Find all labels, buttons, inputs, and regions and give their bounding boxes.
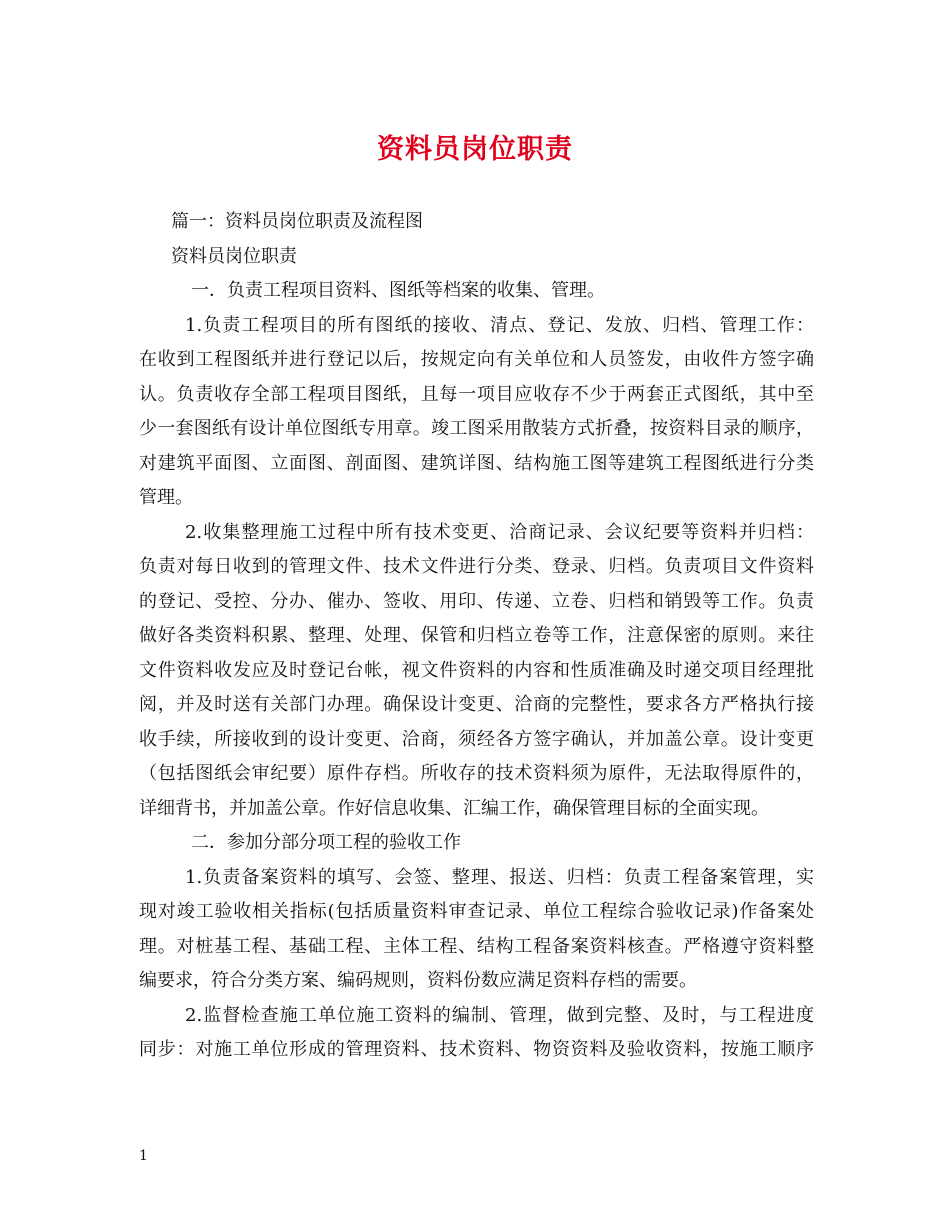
- paragraph-line: 2.监督检查施工单位施工资料的编制、管理，做到完整、及时，与工程进度: [185, 1004, 814, 1026]
- paragraph-line: （包括图纸会审纪要）原件存档。所收存的技术资料须为原件，无法取得原件的，: [139, 763, 814, 784]
- paragraph-line: 理。对桩基工程、基础工程、主体工程、结构工程备案资料核查。严格遵守资料整: [139, 935, 814, 957]
- paragraph-line: 的登记、受控、分办、催办、签收、用印、传递、立卷、归档和销毁等工作。负责: [139, 590, 814, 612]
- paragraph-line: 阅，并及时送有关部门办理。确保设计变更、洽商的完整性，要求各方严格执行接: [139, 694, 814, 715]
- section-heading: 资料员岗位职责: [171, 245, 297, 267]
- paragraph-line: 1.负责备案资料的填写、会签、整理、报送、归档：负责工程备案管理，实: [185, 866, 814, 888]
- paragraph-line: 认。负责收存全部工程项目图纸，且每一项目应收存不少于两套正式图纸，其中至: [139, 383, 814, 405]
- paragraph-line: 文件资料收发应及时登记台帐，视文件资料的内容和性质准确及时递交项目经理批: [139, 659, 814, 681]
- paragraph-line: 编要求，符合分类方案、编码规则，资料份数应满足资料存档的需要。: [139, 970, 697, 991]
- paragraph-line: 管理。: [139, 487, 193, 508]
- paragraph-line: 收手续，所接收到的设计变更、洽商，须经各方签字确认，并加盖公章。设计变更: [139, 728, 814, 750]
- page-number: 1: [139, 1148, 148, 1164]
- paragraph-line: 负责对每日收到的管理文件、技术文件进行分类、登录、归档。负责项目文件资料: [139, 556, 814, 577]
- document-body: [139, 205, 814, 1068]
- document-title: 资料员岗位职责: [377, 134, 573, 165]
- section-two-heading: 二．参加分部分项工程的验收工作: [191, 832, 461, 853]
- paragraph-line: 2.收集整理施工过程中所有技术变更、洽商记录、会议纪要等资料并归档：: [185, 521, 814, 543]
- paragraph-line: 做好各类资料积累、整理、处理、保管和归档立卷等工作，注意保密的原则。来往: [139, 625, 814, 646]
- paragraph-line: 少一套图纸有设计单位图纸专用章。竣工图采用散装方式折叠，按资料目录的顺序，: [139, 418, 814, 439]
- section-one-heading: 一．负责工程项目资料、图纸等档案的收集、管理。: [191, 280, 605, 301]
- chapter-heading: 篇一：资料员岗位职责及流程图: [171, 211, 423, 232]
- paragraph-line: 1.负责工程项目的所有图纸的接收、清点、登记、发放、归档、管理工作：: [185, 314, 814, 336]
- paragraph-line: 在收到工程图纸并进行登记以后，按规定向有关单位和人员签发，由收件方签字确: [139, 349, 814, 370]
- paragraph-line: 详细背书，并加盖公章。作好信息收集、汇编工作，确保管理目标的全面实现。: [139, 797, 769, 819]
- paragraph-line: 同步：对施工单位形成的管理资料、技术资料、物资资料及验收资料，按施工顺序: [139, 1039, 814, 1060]
- paragraph-line: 现对竣工验收相关指标(包括质量资料审查记录、单位工程综合验收记录)作备案处: [139, 901, 814, 922]
- paragraph-line: 对建筑平面图、立面图、剖面图、建筑详图、结构施工图等建筑工程图纸进行分类: [139, 452, 814, 474]
